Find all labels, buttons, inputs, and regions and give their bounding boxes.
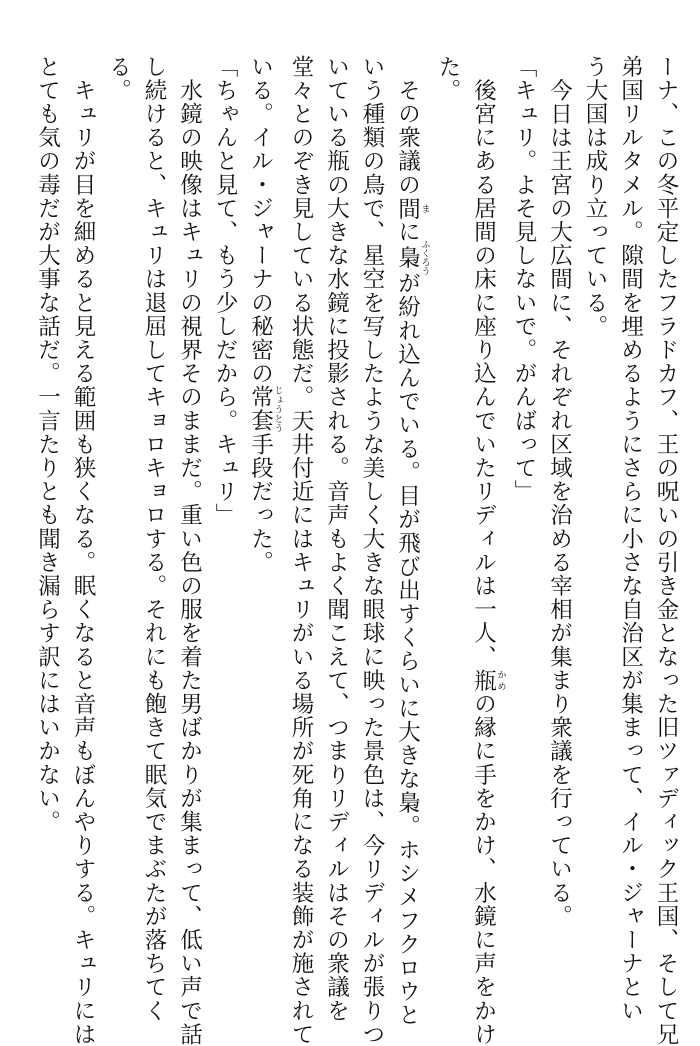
- text-line-7: た。: [435, 55, 461, 103]
- text-line-8: その衆議の間 まに梟 ふくろうが紛れ込んでいる。目が飛び出すくらいに大きな梟。ホシメフクロウと: [394, 55, 430, 1028]
- text-line-9: いう種類の鳥で、星空を写したような美しく大きな眼球に映った景色は、今リディルが張りつ: [359, 55, 385, 1046]
- text-line-16: る。: [105, 55, 132, 103]
- text-line-18: とても気の毒だが大事な話だ。一言たりとも聞き漏らす訳にはいかない。: [34, 55, 61, 834]
- ruby-jyoutou: 常套 じょうとう: [247, 385, 283, 433]
- text-line-5: 「キュリ。よそ見しないで。がんばって」: [511, 55, 537, 504]
- text-line-6: 後宮にある居間の床に座り込んでいたリディルは一人、瓶 かめの縁に手をかけ、水鏡に声をかけ: [470, 55, 506, 1046]
- text-line-17: キュリが目を細めると見える範囲も狭くなる。眠くなると音声もぼんやりする。キュリには: [70, 55, 96, 1046]
- text-line-11: 堂々とのぞき見している状態だ。天井付近にはキュリがいる場所が死角になる装飾が施されて: [288, 55, 314, 1046]
- text-line-15: し続けると、キュリは退屈してキョロキョロする。それにも飽きて眠気でまぶたが落ちてく: [141, 55, 167, 1023]
- text-line-1: ーナ、この冬平定したフラドカフ、王の呪いの引き金となった旧ツァディック王国、そして兄: [653, 55, 679, 1046]
- vertical-text-body: [18, 55, 683, 1046]
- text-line-2: 弟国リルタメル。隙間を埋めるようにさらに小さな自治区が集まって、イル・ジャーナとい: [617, 55, 644, 1023]
- ruby-ma: 間 ま: [394, 196, 430, 221]
- text-line-3: う大国は成り立っている。: [582, 55, 608, 339]
- text-line-13: 「ちゃんと見て、もう少しだから。キュリ」: [212, 55, 238, 527]
- text-line-4: 今日は王宮の大広間に、それぞれ区域を治める宰相が集まり衆議を行っている。: [546, 55, 573, 929]
- ruby-kame: 瓶 かめ: [470, 668, 506, 693]
- text-line-14: 水鏡の映像はキュリの視界そのままだ。重い色の服を着た男ばかりが集まって、低い声で話: [176, 55, 203, 1046]
- ruby-fukurou: 梟 ふくろう: [394, 239, 430, 276]
- text-line-12: いる。イル・ジャーナの秘密の常套 じょうとう手段だった。: [247, 55, 283, 575]
- text-line-10: いている瓶の大きな水鏡に投影される。音声もよく聞こえて、つまりリディルはその衆議を: [323, 55, 350, 1023]
